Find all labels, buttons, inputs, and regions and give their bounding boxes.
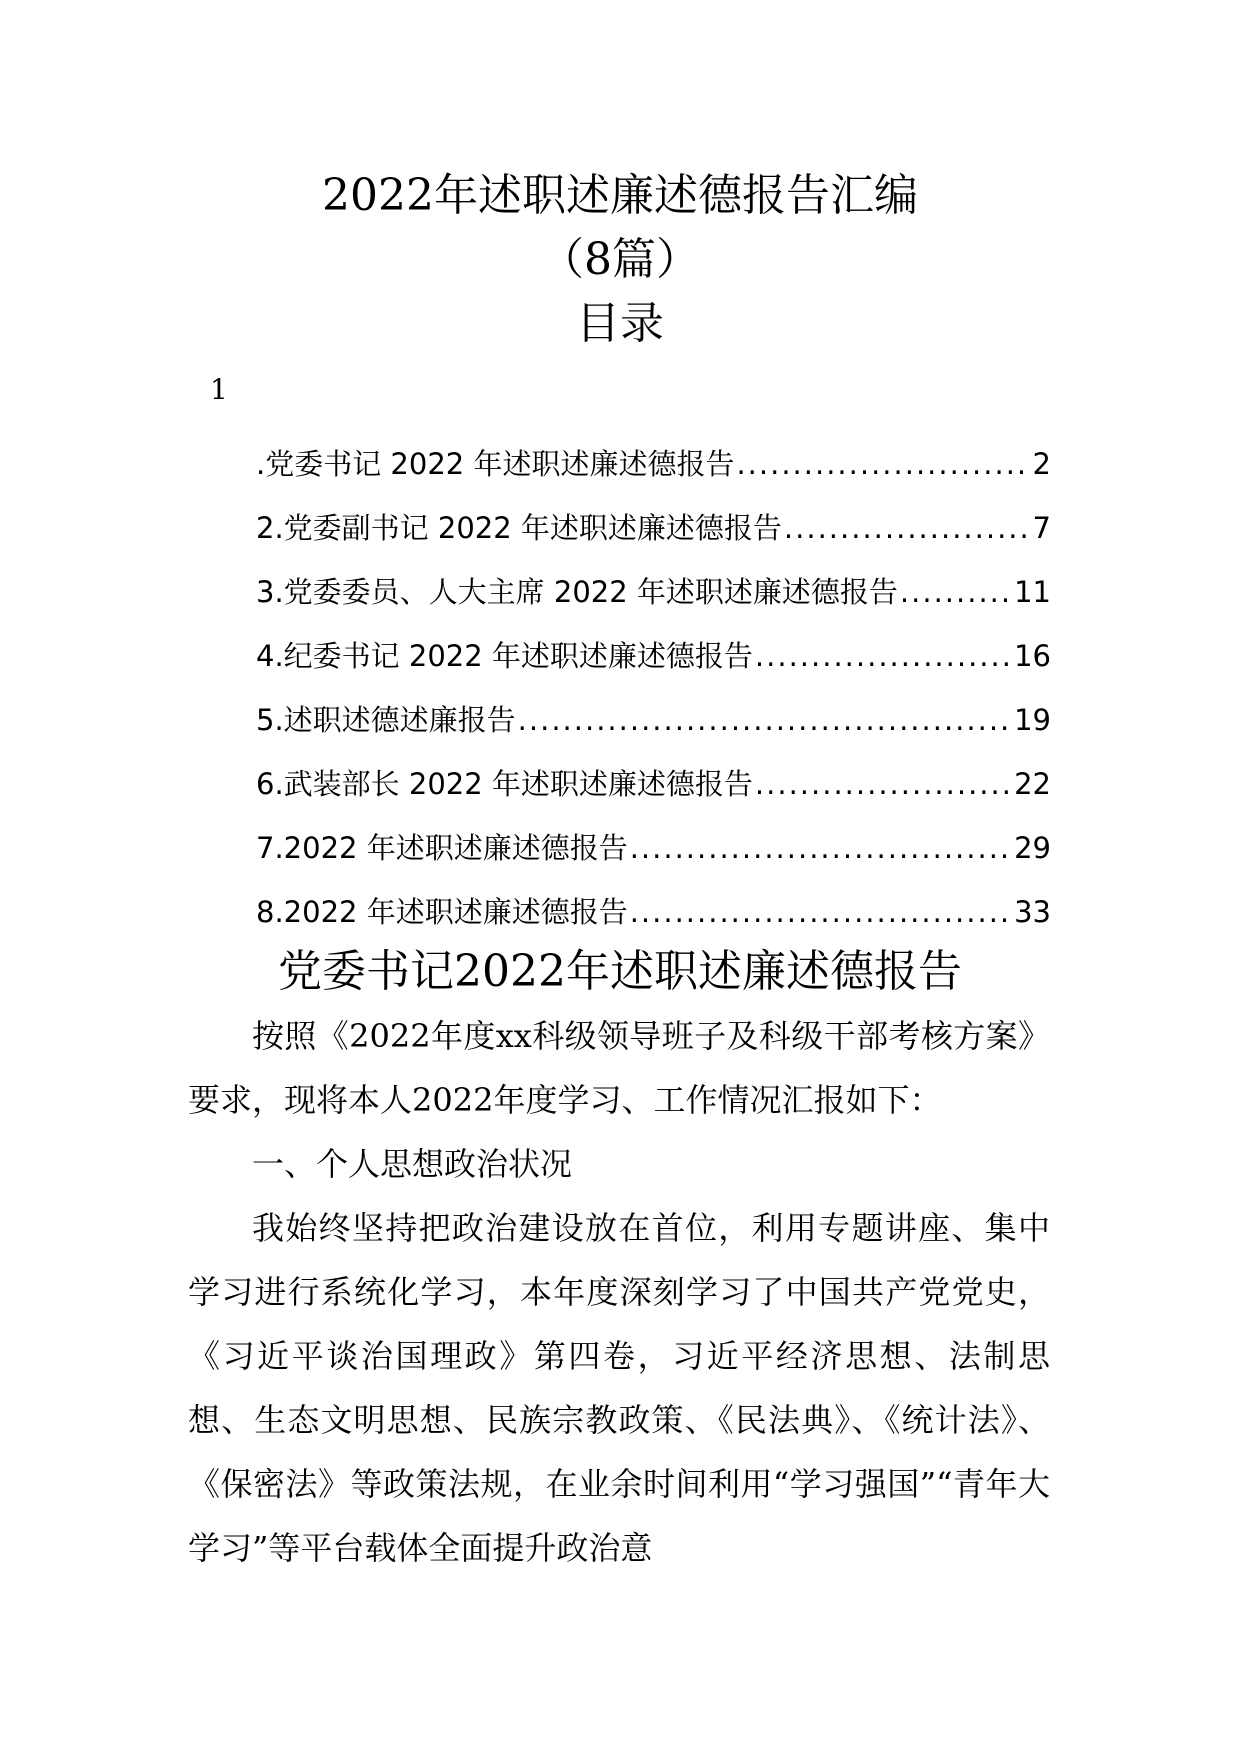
toc-page-number: 33 xyxy=(1014,895,1051,929)
toc-page-number: 22 xyxy=(1014,767,1051,801)
toc-entry[interactable] xyxy=(256,560,1051,624)
toc-dot-leader xyxy=(755,752,1012,816)
toc-page-number: 11 xyxy=(1014,575,1051,609)
toc-entry-label: .党委书记 2022 年述职述廉述德报告 xyxy=(256,447,735,481)
toc-entry[interactable] xyxy=(256,688,1051,752)
toc-page-number: 29 xyxy=(1014,831,1051,865)
toc-stray-number: 1 xyxy=(210,373,228,406)
toc-entry[interactable] xyxy=(256,752,1051,816)
toc-entry[interactable] xyxy=(256,880,1051,944)
toc-entry[interactable] xyxy=(256,624,1051,688)
toc-entry-label: 5.述职述德述廉报告 xyxy=(256,703,516,737)
toc-entry-label: 8.2022 年述职述廉述德报告 xyxy=(256,895,628,929)
toc-heading: 目录 xyxy=(576,298,664,349)
toc-entry-label: 7.2022 年述职述廉述德报告 xyxy=(256,831,628,865)
toc-list xyxy=(256,432,1051,944)
document-title: 2022年述职述廉述德报告汇编 xyxy=(322,170,918,221)
toc-dot-leader xyxy=(900,560,1012,624)
toc-entry-label: 2.党委副书记 2022 年述职述廉述德报告 xyxy=(256,511,782,545)
toc-entry[interactable] xyxy=(256,432,1051,496)
toc-entry[interactable] xyxy=(256,816,1051,880)
toc-dot-leader xyxy=(518,688,1012,752)
toc-page-number: 2 xyxy=(1032,447,1051,481)
article-title: 党委书记2022年述职述廉述德报告 xyxy=(278,946,962,997)
toc-dot-leader xyxy=(630,880,1012,944)
toc-entry-label: 3.党委委员、人大主席 2022 年述职述廉述德报告 xyxy=(256,575,898,609)
toc-page-number: 16 xyxy=(1014,639,1051,673)
article-paragraph: 我始终坚持把政治建设放在首位，利用专题讲座、集中学习进行系统化学习，本年度深刻学习了中国共产党党史，《习近平谈治国理政》第四卷，习近平经济思想、法制思想、生态文明思想、民族宗教政策、《民法典》、《统计法》、《保密法》等政策法规，在业余时间利用“学习强国”“青年大学习”等平台载体全面提升政治意 xyxy=(188,1209,1050,1567)
article-section-heading: 一、个人思想政治状况 xyxy=(252,1145,573,1183)
toc-dot-leader xyxy=(630,816,1012,880)
article-paragraph: 按照《2022年度xx科级领导班子及科级干部考核方案》要求，现将本人2022年度学习、工作情况汇报如下： xyxy=(188,1017,1050,1119)
toc-page-number: 7 xyxy=(1032,511,1051,545)
toc-dot-leader xyxy=(755,624,1012,688)
article-body xyxy=(188,1004,1050,1580)
toc-entry-label: 4.纪委书记 2022 年述职述廉述德报告 xyxy=(256,639,753,673)
toc-page-number: 19 xyxy=(1014,703,1051,737)
toc-dot-leader xyxy=(784,496,1031,560)
document-count: （8篇） xyxy=(540,234,700,285)
toc-entry[interactable] xyxy=(256,496,1051,560)
toc-entry-label: 6.武装部长 2022 年述职述廉述德报告 xyxy=(256,767,753,801)
toc-dot-leader xyxy=(736,432,1030,496)
